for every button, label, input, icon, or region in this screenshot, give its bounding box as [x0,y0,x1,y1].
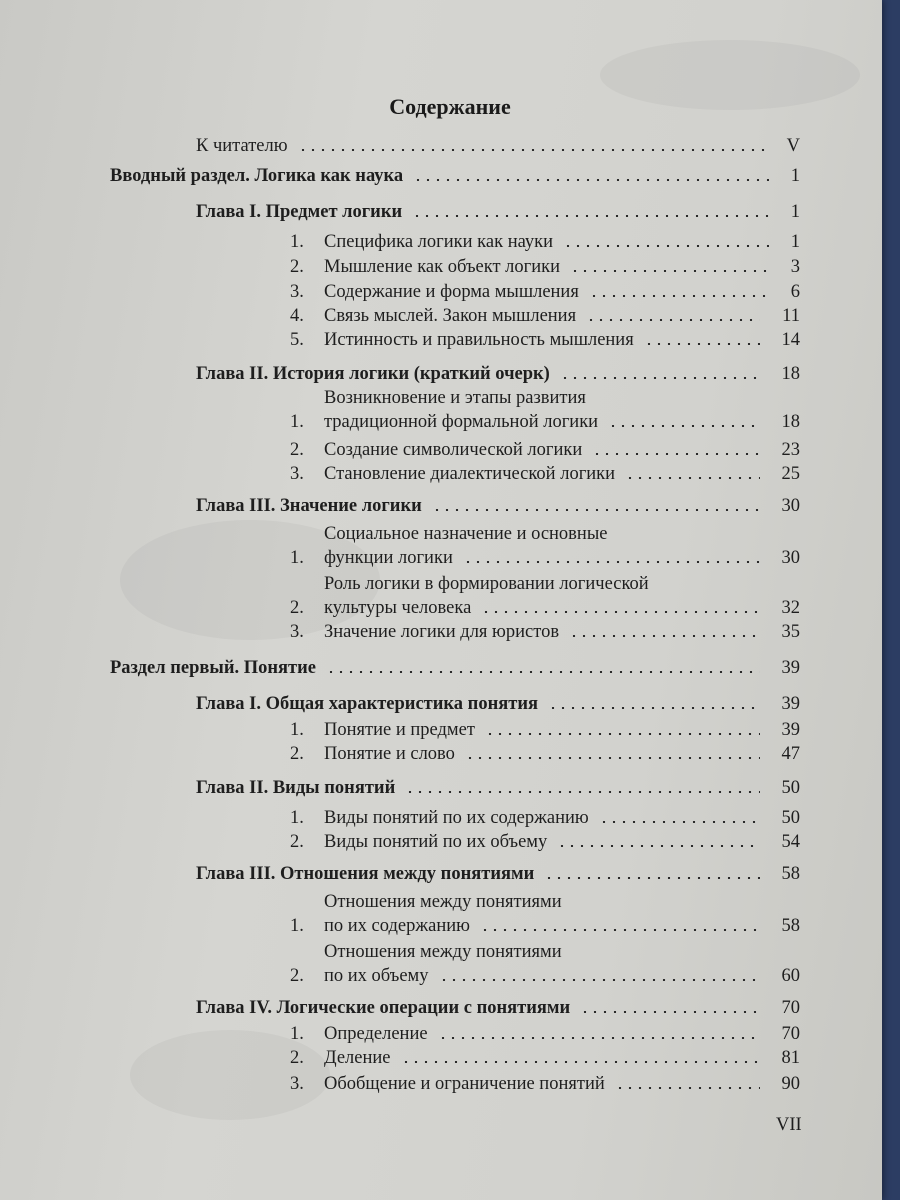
entry-title: культуры человека [324,598,472,618]
entry-title: Специфика логики как науки [324,232,554,252]
entry-title: Истинность и правильность мышления [324,330,634,350]
toc-subentry [290,255,800,279]
entry-number: 1. [290,720,304,740]
entry-title: Содержание и форма мышления [324,282,579,302]
entry-number: 3. [290,464,304,484]
entry-number: 2. [290,440,304,460]
entry-title: Раздел первый. Понятие [110,658,316,678]
entry-page-number: 14 [781,330,800,350]
entry-number: 1. [290,412,304,432]
entry-page-number: 39 [781,694,800,714]
entry-number: 2. [290,966,304,986]
entry-title: Мышление как объект логики [324,257,561,277]
dot-leader [326,671,760,673]
entry-number: 2. [290,598,304,618]
entry-title: Глава III. Отношения между понятиями [196,864,535,884]
dot-leader [599,821,760,823]
entry-page-number: 23 [781,440,800,460]
entry-page-number: 30 [781,496,800,516]
entry-title: традиционной формальной логики [324,412,599,432]
entry-page-number: 70 [781,1024,800,1044]
dot-leader [438,1037,760,1039]
toc-subentry [290,620,800,644]
toc-subentry [290,806,800,830]
entry-number: 2. [290,257,304,277]
toc-chapter [196,996,800,1020]
dot-leader [580,1011,759,1013]
entry-title: Вводный раздел. Логика как наука [110,166,404,186]
entry-title: Понятие и предмет [324,720,475,740]
entry-number: 3. [290,282,304,302]
toc-subentry [290,964,800,988]
entry-page-number: 54 [781,832,800,852]
entry-page-number: 1 [790,232,800,252]
entry-number: 3. [290,1074,304,1094]
entry-page-number: 39 [781,720,800,740]
dot-leader [589,295,769,297]
entry-title: Деление [324,1048,391,1068]
dot-leader [485,733,760,735]
entry-page-number: 60 [781,966,800,986]
toc-intro [196,134,800,158]
entry-number: 2. [290,744,304,764]
toc-subentry [290,914,800,938]
entry-title: Становление диалектической логики [324,464,616,484]
entry-page-number: 81 [781,1048,800,1068]
entry-number: 2. [290,1048,304,1068]
toc-subentry [290,462,800,486]
dot-leader [439,979,760,981]
entry-number: 1. [290,232,304,252]
entry-page-number: 1 [790,166,800,186]
entry-title: Глава I. Общая характеристика понятия [196,694,539,714]
entry-title-line: Возникновение и этапы развития [324,388,586,408]
toc-subentry [290,742,800,766]
dot-leader [586,319,760,321]
entry-page-number: 1 [790,202,800,222]
dot-leader [592,453,759,455]
entry-title: Виды понятий по их объему [324,832,548,852]
toc-section [110,164,800,188]
entry-number: 3. [290,622,304,642]
entry-page-number: 11 [782,306,800,326]
entry-page-number: 90 [781,1074,800,1094]
toc-chapter [196,692,800,716]
dot-leader [644,343,760,345]
dot-leader [557,845,759,847]
toc-subentry [290,1072,800,1096]
toc-chapter [196,200,800,224]
dot-leader [615,1087,760,1089]
dot-leader [412,215,769,217]
toc-subentry [290,718,800,742]
entry-page-number: 39 [781,658,800,678]
dot-leader [625,477,759,479]
toc-subentry [290,328,800,352]
entry-title: по их объему [324,966,429,986]
toc-subentry [290,304,800,328]
entry-title: Обобщение и ограничение понятий [324,1074,605,1094]
toc-subentry [290,1046,800,1070]
entry-page-number: 32 [781,598,800,618]
entry-page-number: 50 [781,778,800,798]
entry-page-number: 30 [781,548,800,568]
toc-subentry [290,546,800,570]
entry-title-line: Отношения между понятиями [324,892,562,912]
entry-title: Глава II. История логики (краткий очерк) [196,364,550,384]
dot-leader [570,270,769,272]
entry-title: К читателю [196,136,288,156]
entry-page-number: 25 [781,464,800,484]
entry-title: Глава IV. Логические операции с понятиями [196,998,571,1018]
toc-section [110,656,800,680]
entry-page-number: 47 [781,744,800,764]
page-number: VII [776,1115,802,1135]
dot-leader [560,377,760,379]
toc-subentry [290,596,800,620]
dot-leader [298,149,765,151]
dot-leader [465,757,760,759]
entry-number: 4. [290,306,304,326]
toc-subentry [290,230,800,254]
entry-title: Значение логики для юристов [324,622,560,642]
toc-chapter [196,362,800,386]
entry-page-number: 3 [790,257,800,277]
entry-title: Понятие и слово [324,744,455,764]
entry-page-number: 58 [781,864,800,884]
toc-subentry [290,280,800,304]
toc-subentry [290,1022,800,1046]
dot-leader [401,1061,760,1063]
dot-leader [548,707,759,709]
entry-title-line: Социальное назначение и основные [324,524,608,544]
dot-leader [480,929,760,931]
page-title: Содержание [389,94,511,119]
entry-number: 1. [290,1024,304,1044]
dot-leader [563,245,769,247]
dot-leader [413,179,769,181]
dot-leader [481,611,759,613]
entry-page-number: 18 [781,364,800,384]
entry-page-number: V [786,136,800,156]
entry-title: Глава II. Виды понятий [196,778,396,798]
entry-title-line: Роль логики в формировании логической [324,574,649,594]
entry-page-number: 50 [781,808,800,828]
dot-leader [544,877,759,879]
toc-subentry [290,438,800,462]
entry-page-number: 35 [781,622,800,642]
entry-title: функции логики [324,548,453,568]
entry-title: Создание символической логики [324,440,583,460]
toc-chapter [196,494,800,518]
dot-leader [569,635,759,637]
entry-number: 2. [290,832,304,852]
entry-title-line: Отношения между понятиями [324,942,562,962]
entry-title: Определение [324,1024,428,1044]
entry-number: 1. [290,808,304,828]
entry-title: Глава I. Предмет логики [196,202,403,222]
toc-chapter [196,862,800,886]
entry-number: 1. [290,548,304,568]
entry-page-number: 70 [781,998,800,1018]
dot-leader [463,561,760,563]
toc-subentry [290,410,800,434]
entry-page-number: 6 [790,282,800,302]
entry-title: по их содержанию [324,916,470,936]
dot-leader [432,509,760,511]
entry-page-number: 58 [781,916,800,936]
dot-leader [405,791,759,793]
entry-page-number: 18 [781,412,800,432]
entry-title: Связь мыслей. Закон мышления [324,306,577,326]
entry-number: 5. [290,330,304,350]
entry-title: Виды понятий по их содержанию [324,808,589,828]
toc-chapter [196,776,800,800]
dot-leader [608,425,759,427]
entry-number: 1. [290,916,304,936]
entry-title: Глава III. Значение логики [196,496,422,516]
toc-subentry [290,830,800,854]
